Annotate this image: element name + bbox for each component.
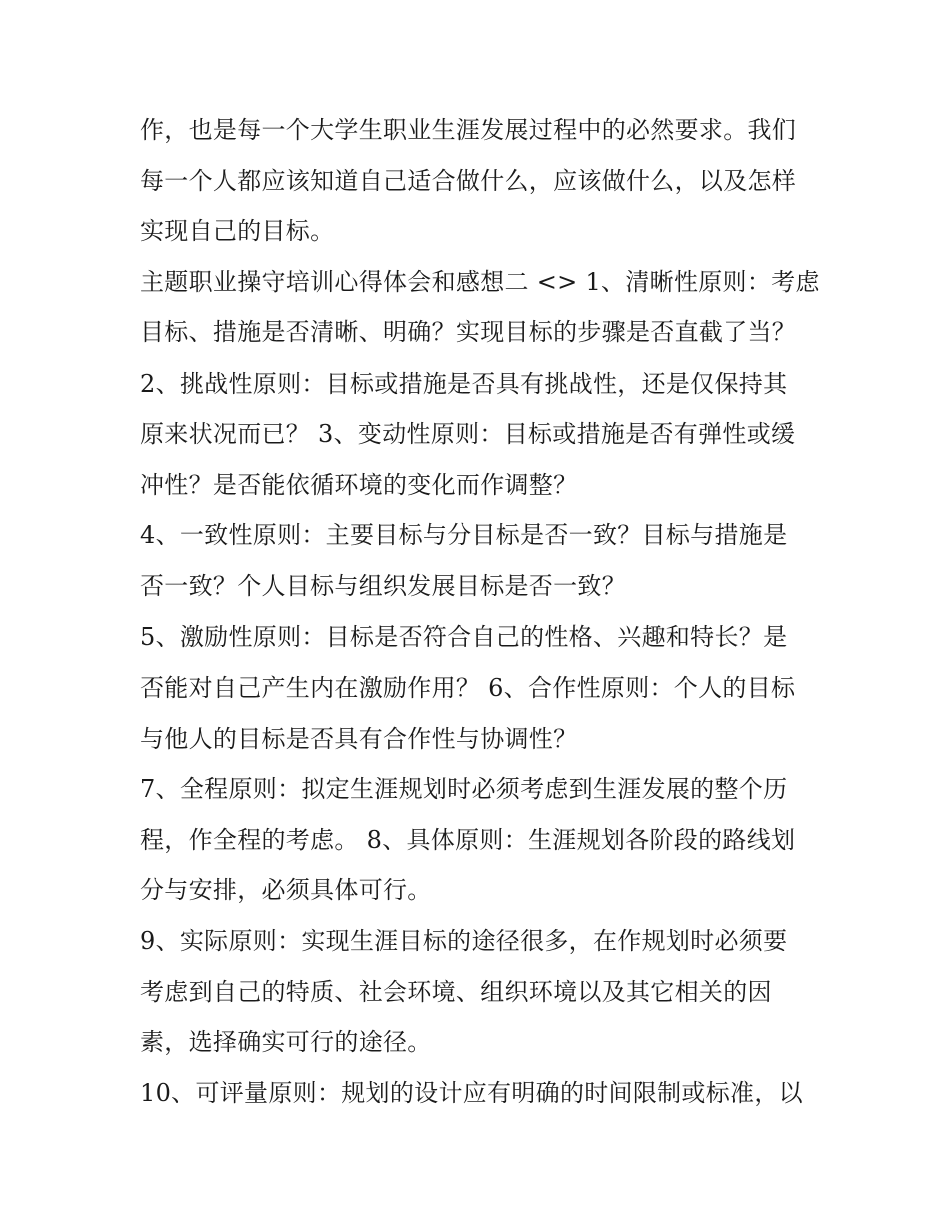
text-line: 7、全程原则：拟定生涯规划时必须考虑到生涯发展的整个历 (140, 775, 788, 803)
text-line: 冲性？是否能依循环境的变化而作调整？ (140, 471, 578, 499)
text-line: 实现自己的目标。 (140, 217, 335, 245)
text-line: 作，也是每一个大学生职业生涯发展过程中的必然要求。我们 (140, 116, 797, 144)
text-line: 4、一致性原则：主要目标与分目标是否一致？目标与措施是 (140, 521, 788, 549)
text-line: 每一个人都应该知道自己适合做什么，应该做什么，以及怎样 (140, 167, 797, 195)
text-line: 10、可评量原则：规划的设计应有明确的时间限制或标准，以 (140, 1079, 803, 1107)
text-line: 原来状况而已？ 3、变动性原则：目标或措施是否有弹性或缓 (140, 420, 796, 448)
text-line: 否一致？个人目标与组织发展目标是否一致？ (140, 572, 626, 600)
text-line: 分与安排，必须具体可行。 (140, 876, 432, 904)
text-line: 2、挑战性原则：目标或措施是否具有挑战性，还是仅保持其 (140, 370, 788, 398)
text-line: 否能对自己产生内在激励作用？ 6、合作性原则：个人的目标 (140, 674, 796, 702)
text-line: 5、激励性原则：目标是否符合自己的性格、兴趣和特长？是 (140, 623, 788, 651)
text-line: 9、实际原则：实现生涯目标的途径很多，在作规划时必须要 (140, 927, 788, 955)
text-line: 素，选择确实可行的途径。 (140, 1028, 432, 1056)
text-line: 主题职业操守培训心得体会和感想二 <> 1、清晰性原则：考虑 (140, 268, 820, 296)
text-line: 程，作全程的考虑。 8、具体原则：生涯规划各阶段的路线划 (140, 826, 796, 854)
text-line: 目标、措施是否清晰、明确？实现目标的步骤是否直截了当？ (140, 318, 797, 346)
text-line: 考虑到自己的特质、社会环境、组织环境以及其它相关的因 (140, 978, 772, 1006)
text-line: 与他人的目标是否具有合作性与协调性？ (140, 725, 578, 753)
